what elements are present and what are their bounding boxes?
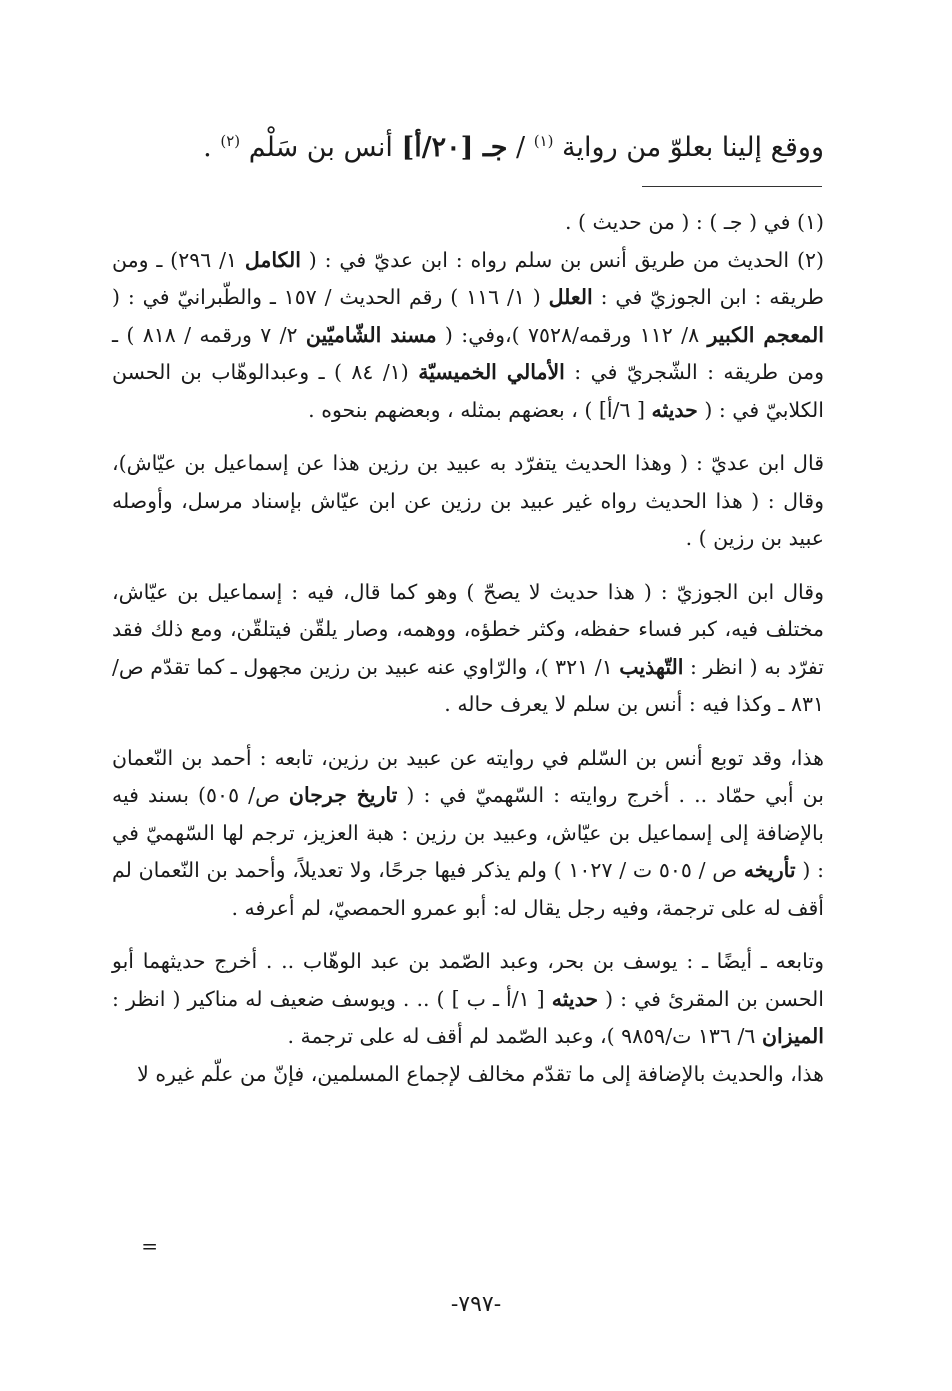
footnote-text: هذا، والحديث بالإضافة إلى ما تقدّم مخالف لإجماع المسلمين، فإنّ من علّم غيره لا [137,1061,824,1086]
footnote-paragraph [112,242,824,430]
footnote-marker-1[interactable]: (١) [533,132,554,150]
footnote-text: ٦/ ١٣٦ ت/٩٨٥٩ )، وعبد الصّمد لم أقف له على ترجمة . [287,1024,762,1048]
source-title: الميزان [761,1024,824,1048]
footnote-paragraph [112,943,824,1056]
continuation-mark: = [141,1234,158,1258]
footnote-separator [642,186,822,187]
footnote-text: [ ١/أ ـ ب ] ) .. . ويوسف ضعيف له مناكير ( انظر : [112,986,552,1011]
source-title: الكامل [244,247,301,272]
footnote-paragraph [112,1056,824,1094]
main-text-end: . [203,132,221,163]
footnote-text: قال ابن عديّ : ( وهذا الحديث يتفرّد به عبيد بن رزين هذا عن إسماعيل بن عيّاش)، وقال : ( هذا الحديث رواه غير عبيد بن رزين عن ابن عيّاش بإسناد مرسل، وأوصله عبيد بن رزين ) . [112,451,824,550]
footnote-text: ٢/ ٧ ورقمه / ٨١٨ ) ـ ومن طريقه : الشّجريّ في : [112,322,825,384]
footnote-text: ( ١/ ١١٦ ) رقم الحديث / ١٥٧ ـ والطّبرانيّ في : ( [112,285,549,309]
footnote-text: ٨/ ١١٢ ورقمه/٧٥٢٨ )،وفي: ( [436,322,708,347]
footnote-paragraph [112,740,824,928]
source-title: تاريخ جرجان [288,783,398,807]
footnote-text: (١) في ( جـ ) : ( من حديث ) . [564,210,824,234]
source-title: تأريخه [743,858,796,882]
footnote-paragraph [112,204,824,242]
footnote-text: وقال ابن الجوزيّ : ( هذا حديث لا يصحّ ) وهو كما قال، فيه : إسماعيل بن عيّاش، مختلف فيه، كبر فساء حفظه، وكثر خطؤه، ووهمه، وصار يلقّن فيتلقّن، ومع ذلك فقد تفرّد به ( انظر : [112,579,824,679]
main-text-before: ووقع إلينا بعلوّ من رواية [553,132,824,163]
source-title: التّهذيب [619,654,684,679]
footnote-text: ١/ ٢٩٦) ـ ومن طريقه : ابن الجوزيّ في : [112,247,824,309]
main-text-separator: / [507,132,534,163]
footnotes-section [112,204,824,1093]
source-title: المعجم الكبير [707,322,824,347]
main-text-line [134,128,824,168]
footnote-text: (١/ ٨٤ ) ـ وعبدالوهّاب بن الحسن الكلابيّ في : ( [112,360,824,422]
footnote-paragraph [112,445,824,558]
footnote-paragraph [112,574,824,724]
footnote-marker-2[interactable]: (٢) [220,132,241,150]
footnote-text: ص/ ٥٠٥) بسند فيه بالإضافة إلى إسماعيل بن عيّاش، وعبيد بن رزين : هبة العزيز، ترجم لها السّهميّ في : ( [112,783,824,882]
footnote-text: [ ٦/أ] ) ، بعضهم بمثله ، وبعضهم بنحوه . [308,397,652,422]
source-title: العلل [548,285,593,309]
main-text-narrator: أنس بن سَلْم [240,132,402,163]
source-title: حديثه [551,986,599,1011]
footnote-text: هذا، وقد توبع أنس بن السّلم في روايته عن عبيد بن رزين، تابعه : أحمد بن النّعمان بن أبي حمّاد .. . أخرج روايته : السّهميّ في : ( [112,745,824,807]
source-title: الأمالي الخميسيّة [418,360,565,384]
source-title: مسند الشّاميّين [305,322,437,347]
source-title: حديثه [651,397,698,422]
footnote-text: (٢) الحديث من طريق أنس بن سلم رواه : ابن عديّ في : ( [300,247,824,272]
page-number: -٧٩٧- [450,1292,502,1317]
footnote-text: وتابعه ـ أيضًا ـ : يوسف بن بحر، وعبد الصّمد بن عبد الوهّاب .. . أخرج حديثهما أبو الحسن بن المقرئ في : ( [112,949,824,1011]
footnote-text: ١/ ٣٢١ )، والرّاوي عنه عبيد بن رزين مجهول ـ كما تقدّم ص/٨٣١ ـ وكذا فيه : أنس بن سلم لا يعرف حاله . [112,654,824,716]
footnote-text: ص / ٥٠٥ ت / ١٠٢٧ ) ولم يذكر فيها جرحًا، ولا تعديلاً، وأحمد بن النّعمان لم أقف له على ترجمة، وفيه رجل يقال له: أبو عمرو الحمصيّ، لم أعرفه . [112,858,824,920]
manuscript-reference: جـ [٢٠/أ] [401,132,508,163]
